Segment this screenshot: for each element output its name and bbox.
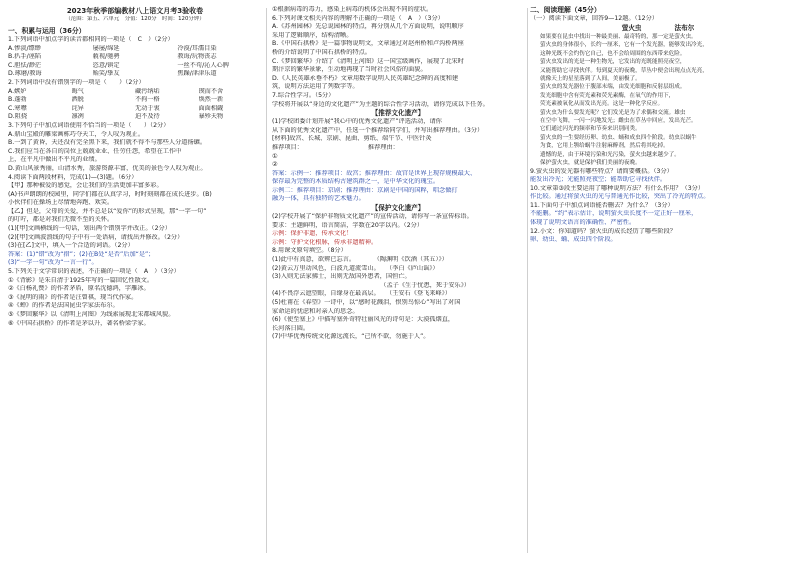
question-line: 桥的介绍说明了中国石拱桥的特点。 <box>272 48 371 56</box>
question-line: 2.下列词语中没有错别字的一项是（ ）（2分） <box>8 78 145 86</box>
answer-line: 融为一体，具有独特的艺术魅力。 <box>272 195 365 203</box>
question-line: C.我们应当在各自的岗位上兢兢业业、任劳任怨，希望在工作中 <box>8 147 182 155</box>
question-line: 筑，说明方法运用了列数字等。 <box>272 83 359 91</box>
column-divider <box>527 8 528 553</box>
article-paragraph: 萤火虫的发光器位于腹部末端，由发光细胞和反射层组成。 <box>540 84 686 91</box>
question-line: ③《昆明的雨》的作者是汪曾祺，现当代作家。 <box>8 293 138 301</box>
question-line: ④《蝉》的作者是法国昆虫学家法布尔。 <box>8 302 119 310</box>
choice-option: 屡屡/绵延 <box>92 44 120 52</box>
answer-line: 示例：保护非遗，传承文化！ <box>272 230 353 238</box>
question-line: 期汴京的繁华景象，生动地再现了当时社会风俗的面貌。 <box>272 66 427 74</box>
question-line: (5)杜甫在《春望》一诗中，以“感时花溅泪，恨别鸟惊心”写出了对国 <box>272 299 461 306</box>
paper-title: 2023年秋季部编教材八上语文月考3验收卷 <box>66 7 204 15</box>
choice-option: 一丝不苟/沁人心脾 <box>177 61 229 69</box>
choice-option-row <box>8 70 262 79</box>
paper-meta: （范围：第五、六单元 分值：120分 时间：120分钟） <box>65 16 205 22</box>
choice-option: A.惨淡/缥缈 <box>8 44 41 52</box>
article-paragraph: 发光细胞中含有荧光素和荧光素酶，在氧气的作用下， <box>540 92 675 99</box>
question-line: （一）阅读下面文章，回答9—12题。（12分） <box>530 15 658 23</box>
choice-option: 藐视/驰骋 <box>92 53 120 61</box>
question-line: (1)学校团委计划开展“我心中的优秀文化遗产”评选活动，请你 <box>272 118 442 126</box>
question-line: 10.文章第③段主要运用了哪种说明方法？有什么作用？（3分） <box>530 184 705 192</box>
article-paragraph: 为食，它用上颚给蜗牛注射麻醉剂，然后将其吃掉。 <box>540 143 669 150</box>
article-paragraph: 如果要在昆虫中找出一种最美丽、最奇特的，那一定是萤火虫。 <box>540 34 697 40</box>
column-3-body <box>530 6 786 245</box>
column-3 <box>530 6 786 555</box>
article-paragraph: 又能帮助它寻找伙伴。每到夏天的夜晚，草丛中便会出现点点光亮， <box>540 67 708 74</box>
article-paragraph: 萤火虫的一生要经历卵、幼虫、蛹和成虫四个阶段。幼虫以蜗牛 <box>540 134 697 141</box>
question-line: 3.下列句子中加点词语使用不恰当的一项是（ ）（2分） <box>8 121 170 129</box>
question-line: D.《人民英雄永垂不朽》文章用数字说明人民英雄纪念碑的高度和建 <box>272 74 459 82</box>
question-line: ⑥《中国石拱桥》的作者是茅以升，著名桥梁学家。 <box>8 319 150 327</box>
article-paragraph: 萤火虫发出的光是一种生物光，它发出的光既能照亮夜空， <box>540 59 686 66</box>
answer-line: 示例：守护文化根脉，传承非遗精神。 <box>272 238 378 246</box>
question-line: (A)书声朗朗的校园里，同学们都在认真学习，时时刻刻都在成长进步。(B) <box>8 190 212 198</box>
question-line: (2)黄云万里动风色，白波九道流雪山。 （李白《庐山谣》） <box>272 264 439 272</box>
question-line: 【乙】但是，父母的关爱，并不总是以“爱你”的形式呈现，那“一字一句” <box>8 207 207 215</box>
answer-line: 能发出冷光；光能照亮夜空；能帮助它寻找伙伴。 <box>530 176 667 184</box>
column-1-body <box>8 27 262 329</box>
question-line: (7)中华优秀传统文化源远流长，“己所不欲，勿施于人”。 <box>272 333 430 341</box>
question-line: 从下面的优秀文化遗产中，任选一个推荐给同学们，并写出推荐理由。（3分） <box>272 126 484 134</box>
answer-line: (3)“一字一句”改为“一言一行”。 <box>8 259 98 267</box>
question-line: (4)不畏浮云遮望眼，自缘身在最高层。 （王安石《登飞来峰》） <box>272 290 451 298</box>
choice-option: C.寒噤 <box>8 104 27 112</box>
column-divider <box>266 8 267 553</box>
choice-option-row <box>8 88 262 97</box>
question-line: 采用了逻辑顺序，结构清晰。 <box>272 31 353 39</box>
article-paragraph: 这种光既不会灼伤它自己，也不会给周围的东西带来危险。 <box>540 50 686 57</box>
question-line: （孟子《生于忧患，死于安乐》） <box>272 281 470 289</box>
article-paragraph: 萤火虫的身体很小，长约一厘米，它有一个发光器，能够发出冷光， <box>540 42 708 49</box>
question-line: 12.小文：你知道吗？萤火虫的成长经历了哪些阶段？ <box>530 227 676 235</box>
question-line: ⑤《梦回繁华》以《清明上河图》为线索展现北宋都城风貌。 <box>8 311 175 318</box>
question-line: 小伙伴们在操场上尽情地奔跑、欢笑。 <box>8 199 114 207</box>
question-line: 1.下列词语中加点字的读音都相同的一项是（ C ）（2分） <box>8 36 174 43</box>
article-paragraph: 萤火虫为什么要发光呢？它们发光是为了求偶和交流。雄虫 <box>540 109 686 116</box>
choice-option: 教诲/玩物丧志 <box>177 53 217 61</box>
question-line: (2)学校开展了“保护非物质文化遗产”的宣传活动，请你写一条宣传标语。 <box>272 213 473 221</box>
question-line: ①根据病毒的毒力，感染上病毒的机体会出现不同的症状。 <box>272 6 433 13</box>
question-line: 【甲】那种被爱的感觉，会让我们的生活更加丰富多彩。 <box>8 182 163 190</box>
choice-option: 藏污纳垢 <box>135 87 160 95</box>
choice-option: D.阻挠 <box>8 113 28 121</box>
question-line: A.《苏州园林》先总说园林的特点，再分别从几个方面说明，说明顺序 <box>272 23 464 31</box>
question-line: (2)[甲]文画波浪线的句子中有一处语病，请找出并修改。（2分） <box>8 233 184 241</box>
choice-option: 无动于衷 <box>135 104 160 112</box>
article-paragraph: 它们通过闪光的频率和节奏来识别同类。 <box>540 126 641 133</box>
question-line: 6.下列对课文相关内容的理解不正确的一项是（ A ）（3分） <box>272 14 444 22</box>
answer-line: 不能删。“约”表示估计，说明萤火虫长度不一定正好一厘米， <box>530 210 698 218</box>
question-line: 9.萤火虫的发光器有哪些特点？请简要概括。（3分） <box>530 167 673 175</box>
choice-option-row <box>8 113 262 122</box>
question-line: B.《中国石拱桥》是一篇事物说明文，文章通过对赵州桥和卢沟桥两座 <box>272 40 464 48</box>
subheading: 【保护文化遗产】 <box>371 204 425 213</box>
question-line: (3)入则无法家拂士，出则无敌国外患者，国恒亡。 <box>272 273 411 281</box>
choice-option-row <box>8 45 262 54</box>
choice-option: 锲而不舍 <box>198 87 224 95</box>
question-line: [材料]故宫、长城、京剧、昆曲、剪纸、端午节、中医针灸 <box>272 135 432 143</box>
choice-option: 贻笑/挚友 <box>92 70 120 78</box>
choice-option: 诧异 <box>71 104 84 112</box>
choice-option: 洒脱 <box>71 96 84 104</box>
answer-line: 作比较。通过将萤火虫的光与普通光作比较，突出了冷光的特点。 <box>530 193 710 201</box>
question-line: 推荐项目： 推荐理由： <box>272 143 399 151</box>
choice-option: 不拘一格 <box>135 96 160 104</box>
question-line: 11.下面句子中加点词语能否删去？为什么？（3分） <box>530 201 674 209</box>
question-line: B.一到了黄昏，天还没有完全黑下来，我们就不得不与那些人分道扬镳。 <box>8 139 207 147</box>
question-line: 4.阅读下面两段材料，完成(1)—(3)题。（6分） <box>8 173 138 181</box>
question-line: 上，在平凡中做出不平凡的业绩。 <box>8 156 101 164</box>
question-line: (1)[甲]文画横线的一句话，划出两个错别字并改正。（2分） <box>8 225 171 233</box>
question-line: 长河落日圆。 <box>272 324 310 332</box>
choice-option: 冷漠/耳濡目染 <box>177 44 217 52</box>
question-line: 8.用课文原句填空。（8分） <box>272 247 347 255</box>
choice-option: 暴殄天物 <box>198 113 224 121</box>
section-heading: 一、积累与运用（36分） <box>8 26 86 35</box>
question-line: 5.下列关于文学常识的表述，不正确的一项是（ A ）（3分） <box>8 268 180 276</box>
choice-option: 恣意/镇定 <box>92 61 120 69</box>
subheading: 【推荐文化遗产】 <box>371 109 425 118</box>
subheading: 萤火虫 法布尔 <box>621 24 695 32</box>
answer-line: 保存最为完整的木质结构古建筑群之一，是中华文化的瑰宝。 <box>272 178 440 186</box>
choice-option: 凛冽 <box>71 113 84 121</box>
choice-option: 焕然一新 <box>198 96 224 104</box>
question-line: 家命运的忧虑和对亲人的思念。 <box>272 307 359 315</box>
answer-line: 答案：(1)“错”改为“措”；(2)在B处“是否”后加“是”； <box>8 250 155 258</box>
column-1 <box>8 6 262 555</box>
question-line: C.《梦回繁华》介绍了《清明上河图》这一国宝级画作，展现了北宋时 <box>272 57 464 65</box>
question-line: ①《背影》是朱自清于1925年写的一篇回忆性散文。 <box>8 276 154 284</box>
question-line: (1)此中有真意，欲辨已忘言。 （陶渊明《饮酒（其五）》） <box>272 256 448 264</box>
column-2 <box>272 6 524 555</box>
column-2-body <box>272 6 524 342</box>
answer-line: 卵、幼虫、蛹、成虫四个阶段。 <box>530 236 617 244</box>
choice-option-row <box>8 62 262 71</box>
choice-option: D.琢磨/教诲 <box>8 70 42 78</box>
answer-line: 示例二：推荐项目：京剧；推荐理由：京剧是中国的国粹，唱念做打 <box>272 186 458 194</box>
article-paragraph: 荧光素被氧化从而发出光亮。这是一种化学反应。 <box>540 101 664 108</box>
choice-option: 迫不及待 <box>135 113 160 121</box>
choice-option: C.胆怯/渺茫 <box>8 61 42 69</box>
choice-option: 晦气 <box>71 87 84 95</box>
choice-option: A.嫉妒 <box>8 87 27 95</box>
question-line: D.黄山风景秀丽，山清水秀，旅游资源丰富，优美的景色令人叹为观止。 <box>8 164 207 172</box>
question-line: ② <box>272 161 278 169</box>
question-line: 的叮咛，都是对我们无微不至的关怀。 <box>8 216 114 224</box>
question-line: ① <box>272 152 278 160</box>
section-heading: 二、阅读理解（45分） <box>530 6 601 14</box>
answer-line: 答案：示例一：推荐项目：故宫；推荐理由：故宫是世界上现存规模最大、 <box>272 169 477 177</box>
question-line: A.鼎山宝殿的雕梁画栋巧夺天工，令人叹为观止。 <box>8 130 145 138</box>
question-line: (6)《使至塞上》中描写塞外奇特壮丽风光的诗句是：大漠孤烟直， <box>272 316 455 324</box>
question-line: 学校将开展以“身边的文化遗产”为主题的综合性学习活动，请你完成以下任务。 <box>272 100 489 108</box>
choice-option: B.蓬勃 <box>8 96 27 104</box>
choice-option-row <box>8 53 262 62</box>
article-paragraph: 就像天上的星星落到了人间，美丽极了。 <box>540 76 641 83</box>
article-paragraph: 遗憾的是，由于环境污染和光污染，萤火虫越来越少了。 <box>540 151 680 158</box>
choice-option: 焦躁/津津乐道 <box>177 70 217 78</box>
answer-line: 体现了说明文语言的准确性、严密性。 <box>530 219 636 227</box>
article-paragraph: 保护萤火虫，就是保护我们美丽的夜晚。 <box>540 160 641 167</box>
question-line: 要求：主题鲜明，语言简洁，字数在20字以内。（2分） <box>272 221 424 229</box>
article-paragraph: 在空中飞舞，一闪一闪地发光；雌虫在草丛中回应，发出光芒。 <box>540 118 697 125</box>
choice-option: B.扒手/诬陷 <box>8 53 42 61</box>
question-line: 7.综合性学习。（5分） <box>272 91 335 99</box>
question-line: (3)在[乙]文中，填入一个合适的词语。（2分） <box>8 242 134 250</box>
choice-option-row <box>8 96 262 105</box>
choice-option-row <box>8 105 262 114</box>
question-line: ②《白杨礼赞》的作者茅盾，原名沈德鸿，字雁冰。 <box>8 285 150 293</box>
choice-option: 面面相觑 <box>198 104 224 112</box>
